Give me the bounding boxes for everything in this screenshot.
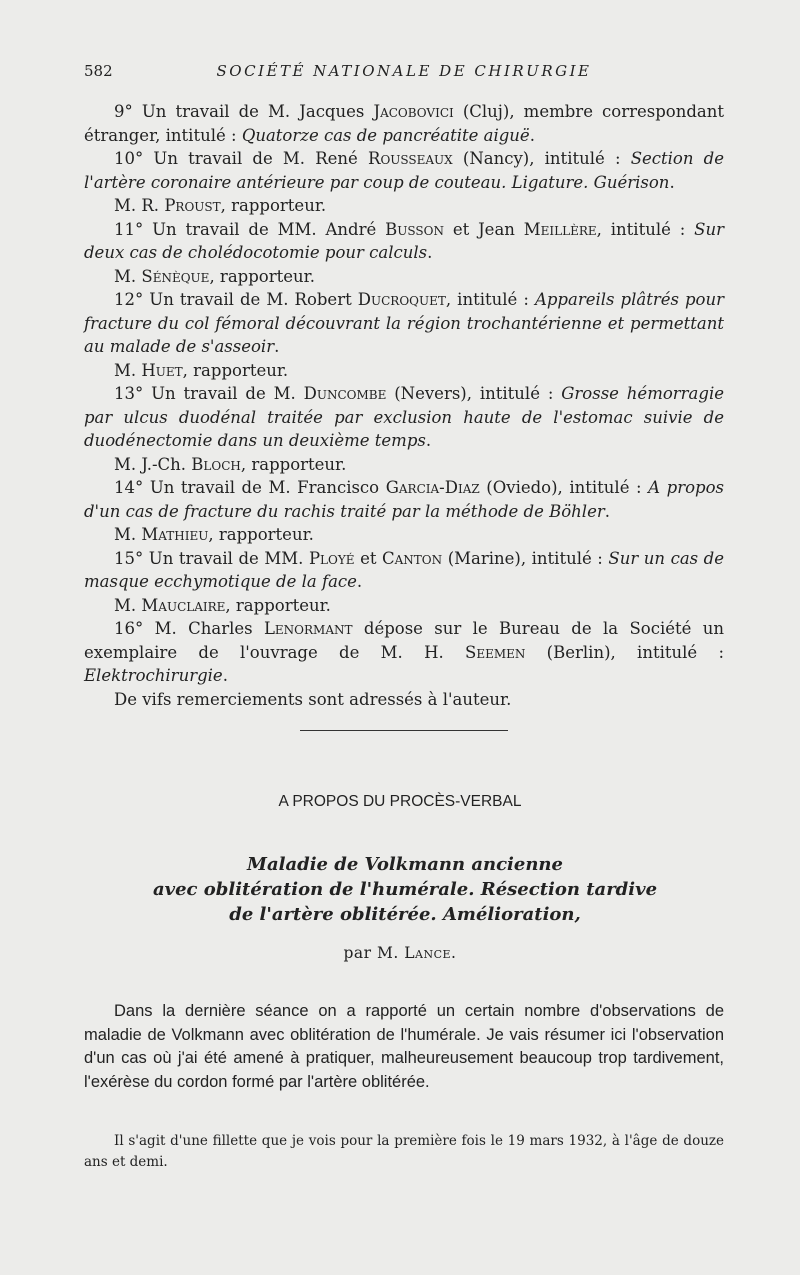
entry-10: 10° Un travail de M. René Rousseaux (Nancy), intitulé : Section de l'artère coronaire antérieure par coup de couteau. Ligature. Guérison. — [84, 149, 724, 192]
communications-list — [84, 100, 724, 711]
section-heading: A PROPOS DU PROCÈS-VERBAL — [278, 793, 522, 810]
intro-paragraph — [84, 1000, 724, 1094]
case-paragraph — [84, 1131, 724, 1173]
page-number: 582 — [84, 62, 113, 80]
entry-11: 11° Un travail de MM. André Busson et Jean Meillère, intitulé : Sur deux cas de cholédocotomie pour calculs. — [84, 219, 724, 262]
rapporteur-line: M. Huet, rapporteur. — [114, 360, 289, 380]
rapporteur-line: M. Sénèque, rapporteur. — [114, 266, 315, 286]
rapporteur-line: M. Mauclaire, rapporteur. — [114, 595, 331, 615]
article-title-line: avec oblitération de l'humérale. Résection tardive — [152, 879, 658, 900]
entry-15: 15° Un travail de MM. Ployé et Canton (Marine), intitulé : Sur un cas de masque ecchymotique de la face. — [84, 548, 724, 591]
article-title-line: Maladie de Volkmann ancienne — [247, 854, 563, 875]
running-header — [84, 62, 724, 86]
section-divider — [300, 730, 508, 731]
rapporteur-line: M. J.-Ch. Bloch, rapporteur. — [114, 454, 347, 474]
running-title: SOCIÉTÉ NATIONALE DE CHIRURGIE — [216, 62, 592, 80]
article-title-line: de l'artère oblitérée. Amélioration, — [229, 904, 581, 925]
article-title — [0, 852, 800, 927]
thanks-line: De vifs remerciements sont adressés à l'auteur. — [114, 689, 512, 709]
entry-14: 14° Un travail de M. Francisco Garcia-Diaz (Oviedo), intitulé : A propos d'un cas de fracture du rachis traité par la méthode de Böhler. — [84, 478, 725, 521]
entry-16: 16° M. Charles Lenormant dépose sur le Bureau de la Société un exemplaire de l'ouvrage de M. H. Seemen (Berlin), intitulé : Elektrochirurgie. — [84, 619, 725, 685]
entry-12: 12° Un travail de M. Robert Ducroquet, intitulé : Appareils plâtrés pour fracture du col fémoral découvrant la région trochantérienne et permettant au malade de s'asseoir. — [84, 290, 725, 356]
entry-9: 9° Un travail de M. Jacques Jacobovici (Cluj), membre correspondant étranger, intitulé : Quatorze cas de pancréatite aiguë. — [84, 102, 725, 145]
author-byline: par M. Lance. — [343, 944, 457, 962]
paragraph-text: Dans la dernière séance on a rapporté un certain nombre d'observations de maladie de Volkmann avec oblitération de l'humérale. Je vais résumer ici l'observation d'un cas où j'ai été amené à pratiquer, malheureusement beaucoup trop tardivement, l'exérèse du cordon formé par l'artère oblitérée. — [84, 1002, 724, 1091]
entry-13: 13° Un travail de M. Duncombe (Nevers), intitulé : Grosse hémorragie par ulcus duodénal traitée par exclusion haute de l'estomac suivie de duodénectomie dans un deuxième temps. — [84, 384, 724, 450]
rapporteur-line: M. Mathieu, rapporteur. — [114, 525, 314, 544]
rapporteur-line: M. R. Proust, rapporteur. — [114, 196, 327, 215]
paragraph-text: Il s'agit d'une fillette que je vois pour la première fois le 19 mars 1932, à l'âge de douze ans et demi. — [84, 1133, 724, 1170]
